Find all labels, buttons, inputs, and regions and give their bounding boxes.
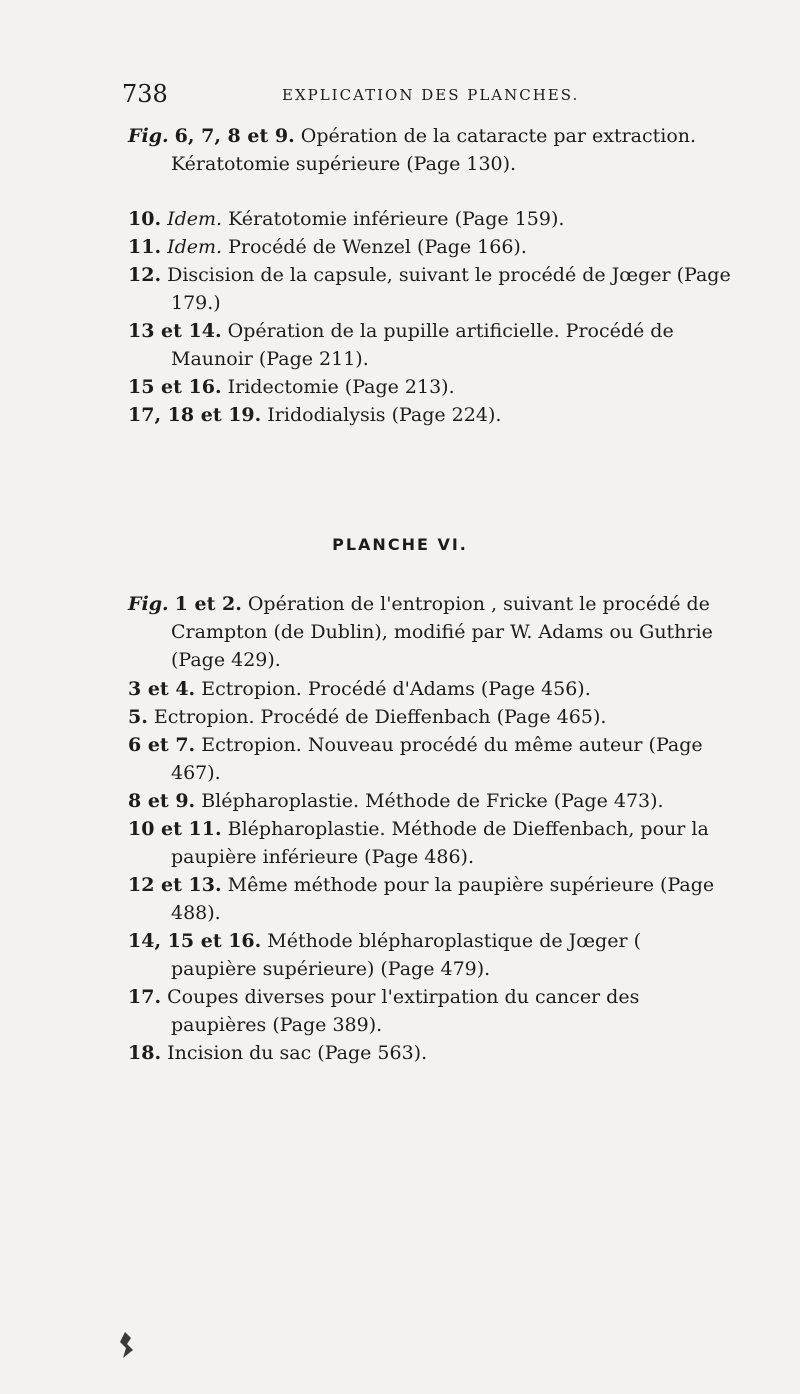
section-title: PLANCHE VI.: [332, 535, 468, 554]
list-item: 8 et 9. Blépharoplastie. Méthode de Fricke (Page 473).: [128, 790, 664, 812]
list-item: 12. Discision de la capsule, suivant le procédé de Jœger (Page 179.): [128, 264, 731, 314]
page-header: [0, 80, 800, 110]
list-item: Fig. 6, 7, 8 et 9. Opération de la cataracte par extraction. Kératotomie supérieure (Page 130).: [128, 125, 697, 175]
ink-blot-mark: [117, 1330, 139, 1366]
list-item: 10 et 11. Blépharoplastie. Méthode de Dieffenbach, pour la paupière inférieure (Page 486).: [128, 818, 709, 868]
list-item: 5. Ectropion. Procédé de Dieffenbach (Page 465).: [128, 706, 607, 728]
list-item: 12 et 13. Même méthode pour la paupière supérieure (Page 488).: [128, 874, 715, 924]
list-item: 14, 15 et 16. Méthode blépharoplastique de Jœger ( paupière supérieure) (Page 479).: [128, 930, 641, 980]
list-item: 6 et 7. Ectropion. Nouveau procédé du même auteur (Page 467).: [128, 734, 703, 784]
list-item: 11. Idem. Procédé de Wenzel (Page 166).: [128, 236, 527, 258]
list-item: 15 et 16. Iridectomie (Page 213).: [128, 376, 455, 398]
ink-blot-icon: [117, 1330, 139, 1360]
list-item: 10. Idem. Kératotomie inférieure (Page 159).: [128, 208, 565, 230]
list-item: 17, 18 et 19. Iridodialysis (Page 224).: [128, 404, 502, 426]
list-item: Fig. 1 et 2. Opération de l'entropion , suivant le procédé de Crampton (de Dublin), modifié par W. Adams ou Guthrie (Page 429).: [128, 593, 713, 671]
list-item: 13 et 14. Opération de la pupille artificielle. Procédé de Maunoir (Page 211).: [128, 320, 674, 370]
list-item: 3 et 4. Ectropion. Procédé d'Adams (Page 456).: [128, 678, 591, 700]
list-item: 17. Coupes diverses pour l'extirpation du cancer des paupières (Page 389).: [128, 986, 640, 1036]
page-number: 738: [122, 80, 168, 108]
running-title: EXPLICATION DES PLANCHES.: [282, 86, 580, 104]
list-item: 18. Incision du sac (Page 563).: [128, 1042, 428, 1064]
